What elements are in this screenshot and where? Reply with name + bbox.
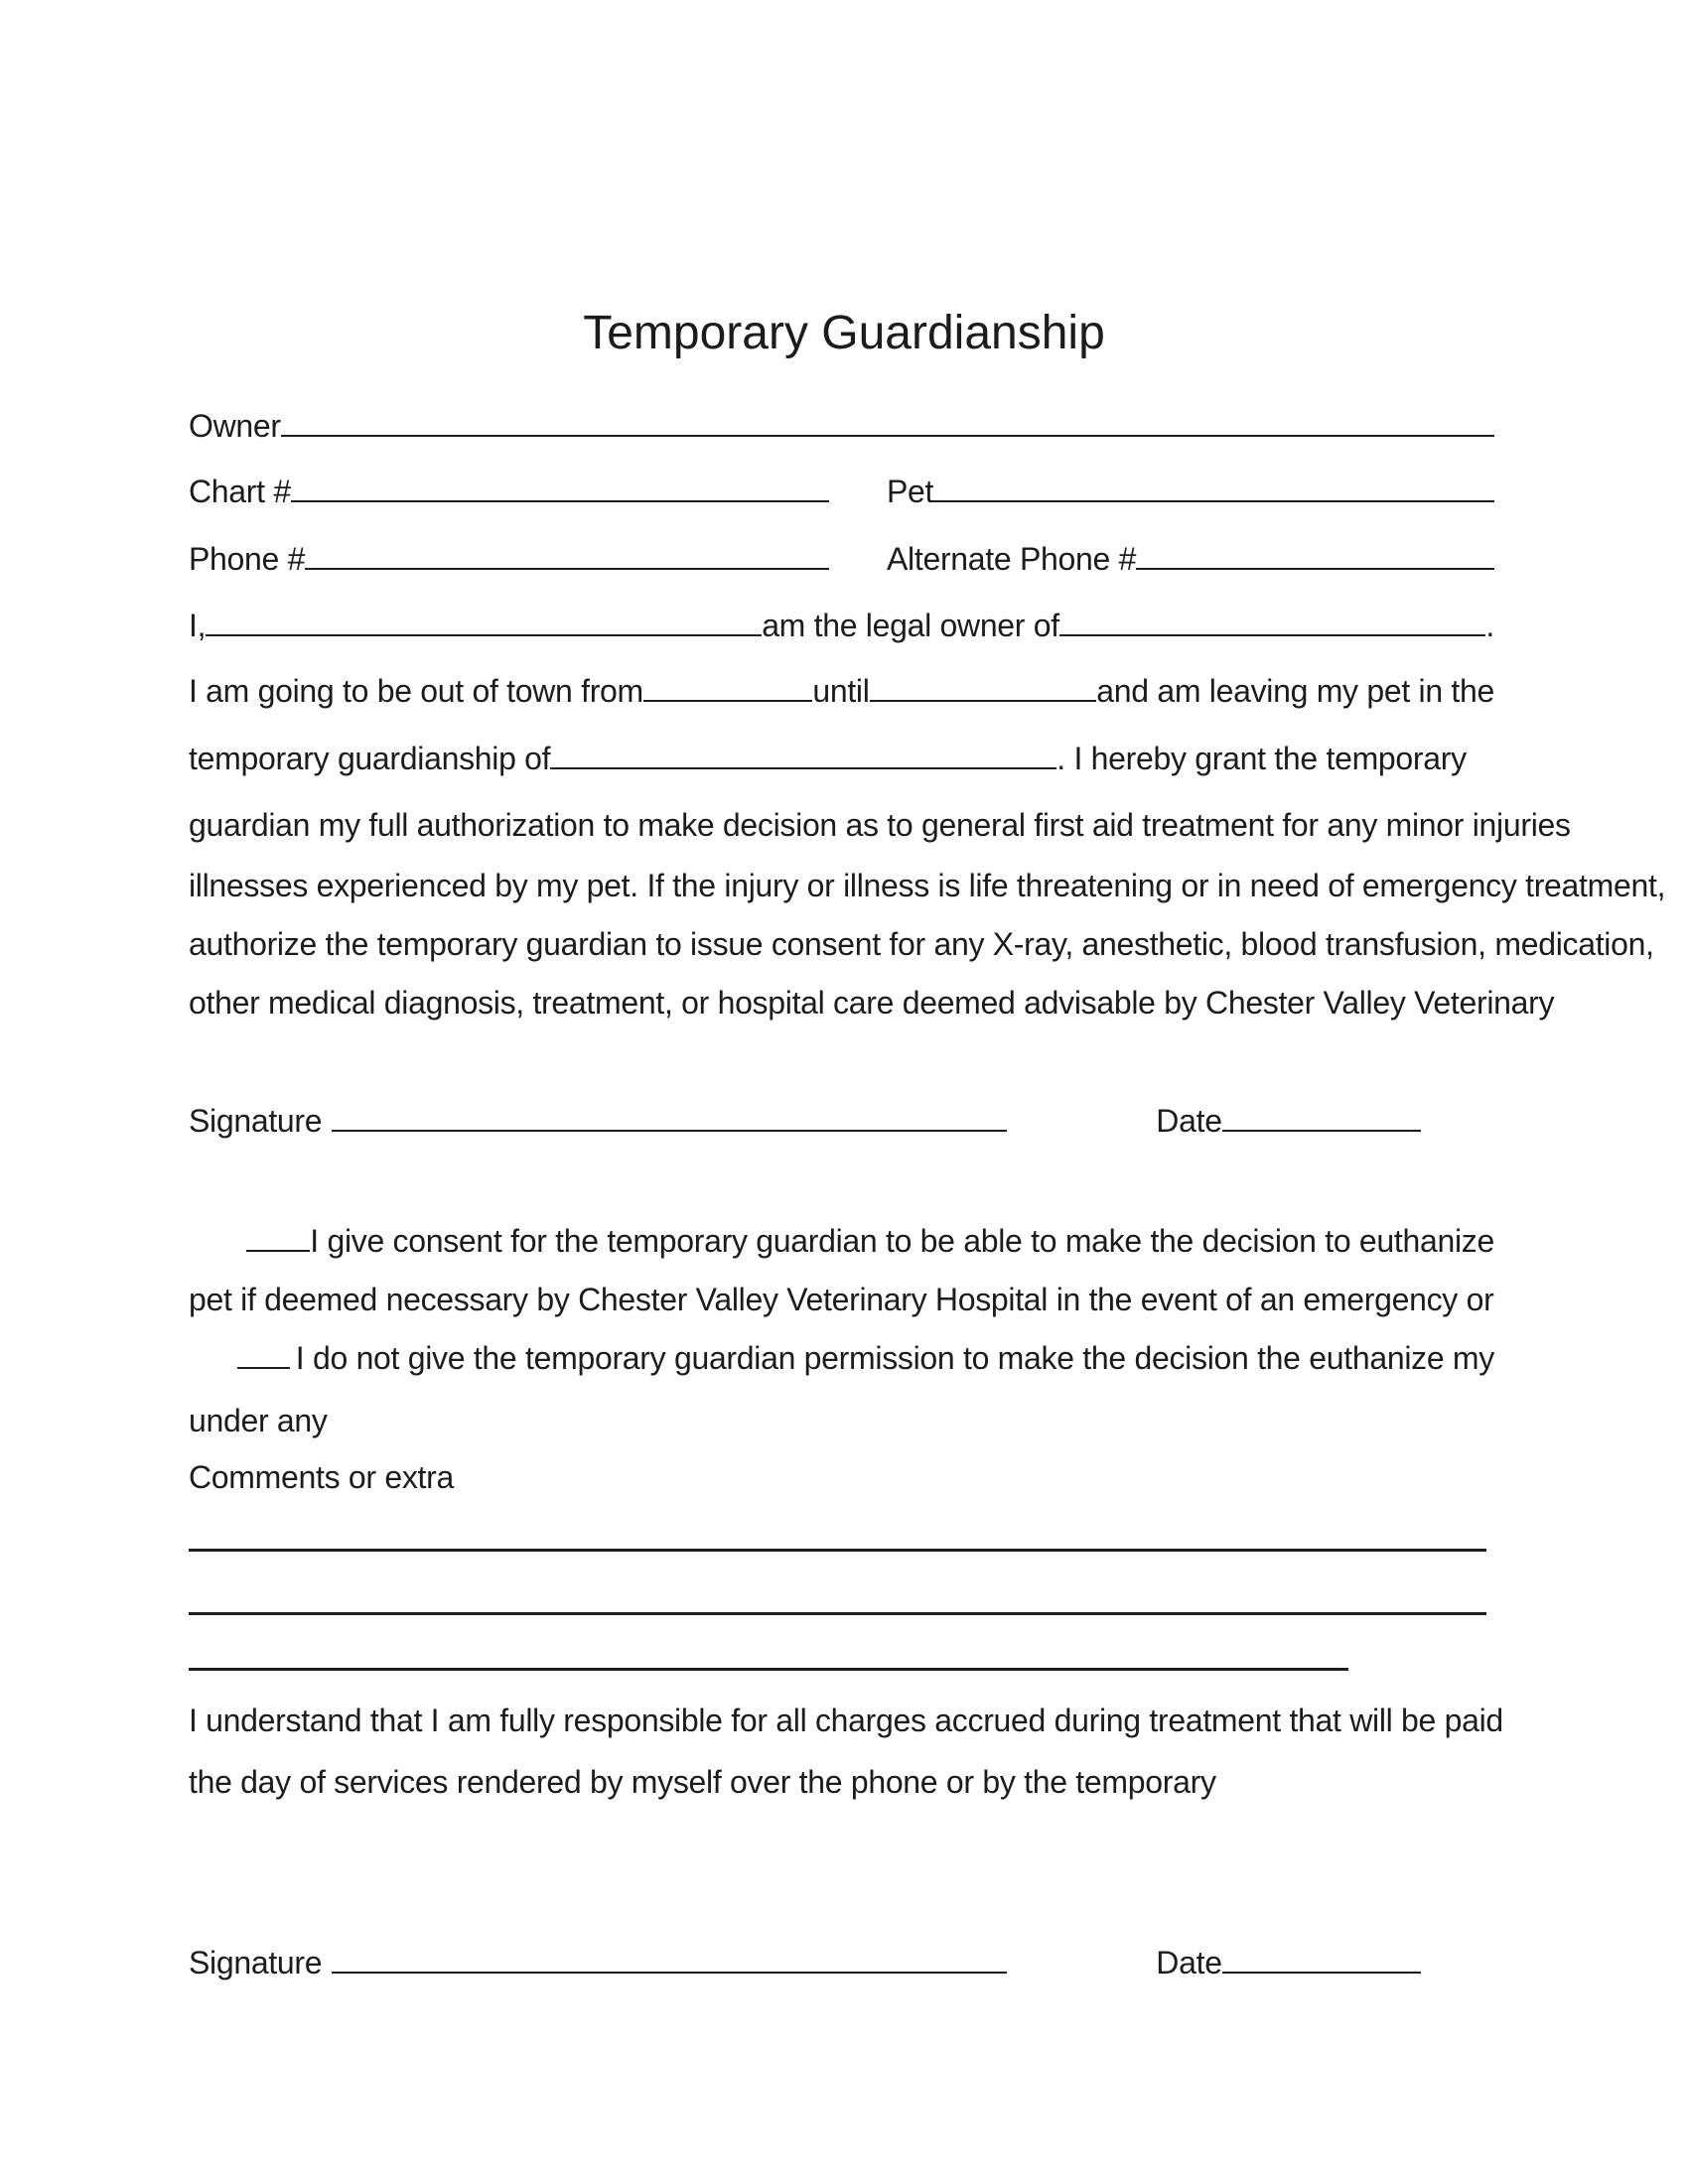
chart-label: Chart # [189,474,291,509]
page-title: Temporary Guardianship [583,307,1105,359]
chart-pet-row [189,474,1494,510]
responsibility-line-1 [189,1703,1503,1739]
owner-row [189,408,1494,445]
legal-owner-mid-text: am the legal owner of [762,608,1059,643]
phone-field [189,541,829,578]
euthanasia-consent-line [189,1223,1494,1260]
pet-label: Pet [887,474,934,509]
alternate-phone-label: Alternate Phone # [887,541,1137,577]
owner-blank[interactable] [281,433,1494,437]
euthanasia-consent-line-2 [189,1282,1494,1318]
legal-owner-pre-text: I, [189,608,207,643]
authorization-line-3 [189,926,1654,963]
authorization-line-2 [189,868,1666,904]
authorization-line-4 [189,985,1555,1022]
alternate-phone-field [887,541,1494,578]
date-blank[interactable] [1222,1128,1421,1132]
responsibility-text-1: I understand that I am fully responsible for all charges accrued during treatment that will be paid [189,1703,1503,1738]
guardian-name-blank[interactable] [550,765,1056,769]
responsibility-text-2: the day of services rendered by myself over the phone or by the temporary [189,1764,1216,1800]
out-of-town-mid-text: until [812,673,870,709]
out-of-town-pre-text: I am going to be out of town from [189,673,643,709]
authorization-text-1: guardian my full authorization to make decision as to general first aid treatment for any minor injuries [189,807,1571,843]
consent-text-2: pet if deemed necessary by Chester Valley Veterinary Hospital in the event of an emergency or [189,1282,1494,1317]
guardianship-statement [189,741,1494,777]
footer-signature-row [189,1945,1494,1981]
signature-row [189,1103,1494,1140]
legal-owner-statement [189,608,1494,644]
signature-blank[interactable] [332,1128,1007,1132]
date-label: Date [1156,1103,1222,1139]
refuse-text-2: under any [189,1403,328,1438]
departure-date-blank[interactable] [643,698,812,702]
return-date-blank[interactable] [870,698,1097,702]
pet-blank[interactable] [933,498,1494,502]
phone-blank[interactable] [305,566,829,570]
refuse-initials-blank[interactable] [237,1365,290,1369]
footer-signature-blank[interactable] [332,1970,1007,1974]
pet-field [887,474,1494,510]
footer-date-blank[interactable] [1222,1970,1421,1974]
comments-line-3[interactable] [189,1668,1348,1671]
guardianship-pre-text: temporary guardianship of [189,741,551,776]
legal-owner-period: . [1485,608,1494,643]
authorization-text-2: illnesses experienced by my pet. If the injury or illness is life threatening or in need of emergency treatment, [189,868,1666,903]
authorization-line-1 [189,807,1571,844]
owner-label: Owner [189,408,281,444]
comments-line-2[interactable] [189,1612,1486,1615]
euthanasia-refuse-line-2 [189,1403,1494,1439]
footer-date-label: Date [1156,1945,1222,1980]
responsibility-line-2 [189,1764,1494,1801]
authorization-text-3: authorize the temporary guardian to issue consent for any X-ray, anesthetic, blood transfusion, medication, [189,926,1654,962]
comments-label-row [189,1459,1494,1496]
out-of-town-statement [189,673,1494,710]
chart-blank[interactable] [291,498,829,502]
alternate-phone-blank[interactable] [1136,566,1494,570]
signature-label: Signature [189,1103,323,1139]
comments-line-1[interactable] [189,1549,1486,1552]
phone-label: Phone # [189,541,306,577]
consent-initials-blank[interactable] [246,1248,310,1252]
chart-field [189,474,829,510]
authorization-text-4: other medical diagnosis, treatment, or hospital care deemed advisable by Chester Valley Veterinary [189,985,1555,1021]
out-of-town-post-text: and am leaving my pet in the [1096,673,1494,709]
comments-label: Comments or extra [189,1459,454,1495]
owner-name-blank[interactable] [206,632,762,636]
refuse-text: I do not give the temporary guardian permission to make the decision the euthanize my [295,1340,1494,1376]
consent-text: I give consent for the temporary guardian to be able to make the decision to euthanize [310,1223,1494,1259]
footer-signature-label: Signature [189,1945,323,1980]
guardianship-post-text: . I hereby grant the temporary [1056,741,1467,776]
pet-name-blank[interactable] [1059,632,1486,636]
euthanasia-refuse-line [189,1340,1494,1377]
phone-row [189,541,1494,578]
